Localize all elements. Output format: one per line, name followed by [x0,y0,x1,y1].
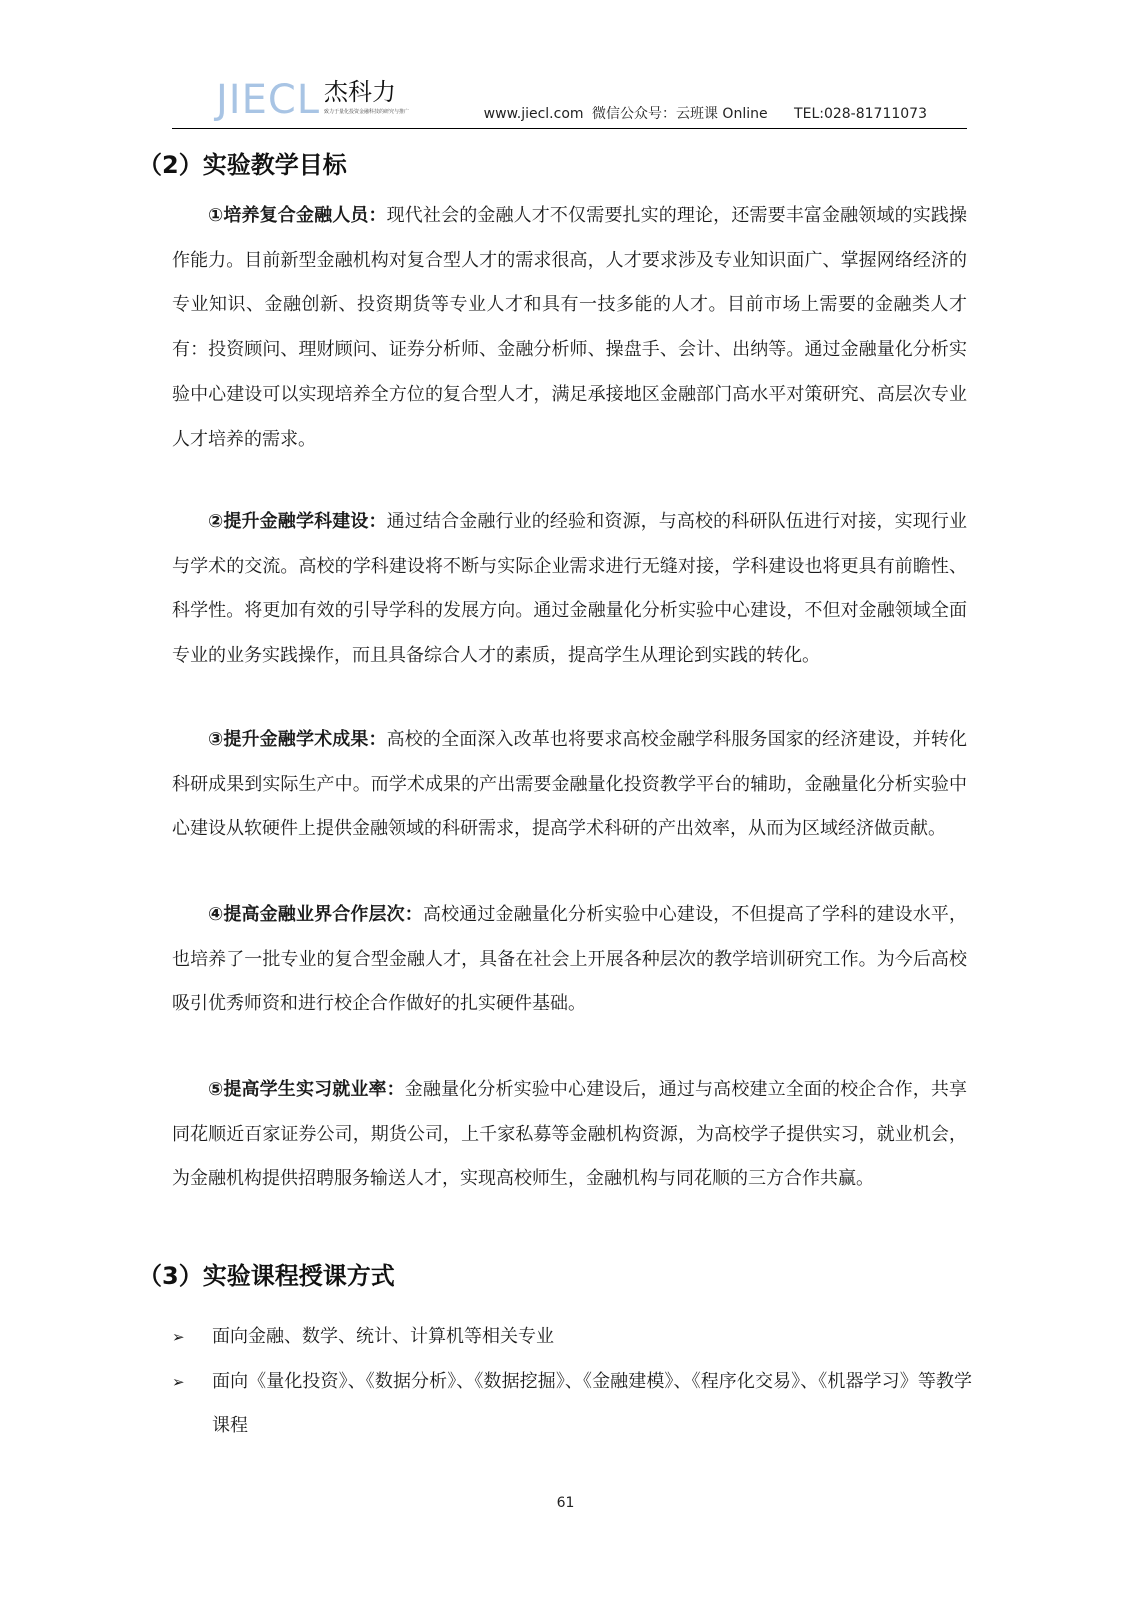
page-header [172,76,967,129]
section-heading-teaching-method: （3）实验课程授课方式 [138,1262,395,1290]
goal-paragraph-2 [172,500,967,679]
logo-chinese-text: 杰科力 [324,78,396,106]
logo-tagline: 致力于量化投资金融科技的研究与推广 [324,109,410,115]
logo-latin-text: JIECL [216,77,321,123]
goal-body-4: 高校通过金融量化分析实验中心建设，不但提高了学科的建设水平，也培养了一批专业的复合型金融人才，具备在社会上开展各种层次的教学培训研究工作。为今后高校吸引优秀师资和进行校企合作做好的扎实硬件基础。 [172,904,968,1015]
list-item [172,1360,972,1449]
goal-body-3: 高校的全面深入改革也将要求高校金融学科服务国家的经济建设，并转化科研成果到实际生产中。而学术成果的产出需要金融量化投资教学平台的辅助，金融量化分析实验中心建设从软硬件上提供金融领域的科研需求，提高学术科研的产出效率，从而为区域经济做贡献。 [172,729,968,840]
goal-title-2: ②提升金融学科建设： [208,511,387,532]
list-item-text: 面向《量化投资》、《数据分析》、《数据挖掘》、《金融建模》、《程序化交易》、《机器学习》等教学课程 [212,1370,972,1437]
goal-paragraph-3 [172,718,967,852]
page-number: 61 [556,1495,575,1511]
goal-title-3: ③提升金融学术成果： [208,729,387,750]
list-item-text: 面向金融、数学、统计、计算机等相关专业 [212,1326,554,1347]
teaching-method-list [172,1315,972,1449]
goal-title-1: ①培养复合金融人员： [208,205,387,226]
wechat-label: 微信公众号： [591,106,676,122]
wechat-name: 云班课 Online [675,106,768,122]
header-contact [480,103,927,123]
goal-body-2: 通过结合金融行业的经验和资源，与高校的科研队伍进行对接，实现行业与学术的交流。高校的学科建设将不断与实际企业需求进行无缝对接，学科建设也将更具有前瞻性、科学性。将更加有效的引导学科的发展方向。通过金融量化分析实验中心建设，不但对金融领域全面专业的业务实践操作，而且具备综合人才的素质，提高学生从理论到实践的转化。 [172,511,968,667]
goal-title-4: ④提高金融业界合作层次： [208,904,423,925]
arrow-bullet-icon: ➢ [172,1372,185,1391]
goal-paragraph-4 [172,893,967,1027]
goal-title-5: ⑤提高学生实习就业率： [208,1079,405,1100]
goal-body-1: 现代社会的金融人才不仅需要扎实的理论，还需要丰富金融领域的实践操作能力。目前新型金融机构对复合型人才的需求很高，人才要求涉及专业知识面广、掌握网络经济的专业知识、金融创新、投资期货等专业人才和具有一技多能的人才。目前市场上需要的金融类人才有：投资顾问、理财顾问、证券分析师、金融分析师、操盘手、会计、出纳等。通过金融量化分析实验中心建设可以实现培养全方位的复合型人才，满足承接地区金融部门高水平对策研究、高层次专业人才培养的需求。 [172,205,968,450]
telephone: TEL:028-81711073 [794,106,927,122]
section-heading-teaching-goals: （2）实验教学目标 [138,151,347,179]
goal-body-5: 金融量化分析实验中心建设后，通过与高校建立全面的校企合作，共享同花顺近百家证券公司，期货公司，上千家私募等金融机构资源，为高校学子提供实习，就业机会，为金融机构提供招聘服务输送人才，实现高校师生，金融机构与同花顺的三方合作共赢。 [172,1079,968,1190]
arrow-bullet-icon: ➢ [172,1328,185,1346]
goal-paragraph-5 [172,1068,967,1202]
goal-paragraph-1 [172,194,967,462]
website-link[interactable]: www.jiecl.com [483,106,584,122]
list-item [172,1315,972,1360]
